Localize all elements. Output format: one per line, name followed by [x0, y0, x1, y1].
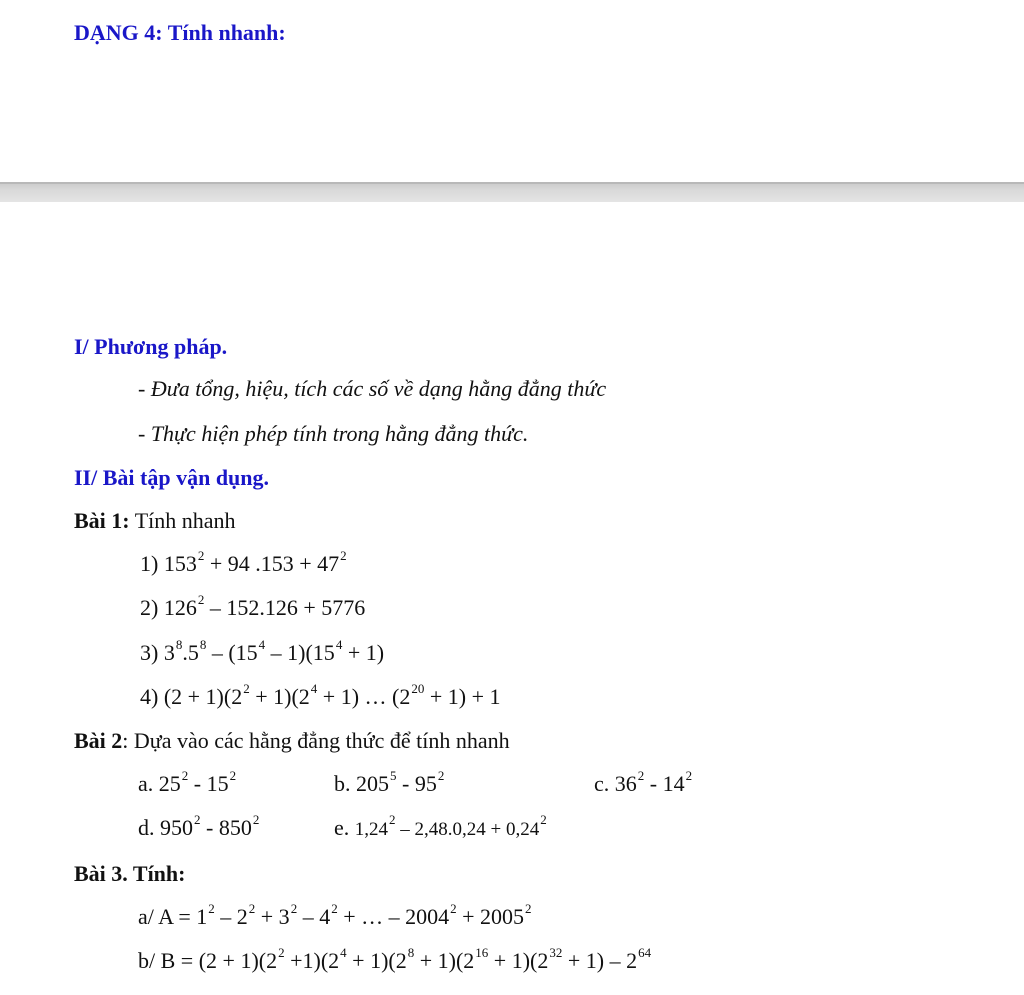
bai2-heading	[74, 728, 510, 754]
bai3-item-a: a/ $A = 1^2 - 2^2 + 3^2 - 4^2$ + … – $2004^2 + 2005^2$	[138, 901, 532, 929]
page-title: DẠNG 4: Tính nhanh:	[74, 20, 286, 45]
bai2-item-e-label: e.	[334, 815, 350, 840]
bai3-item-a-label: a/	[138, 904, 154, 929]
bai3-label: Bài 3	[74, 861, 123, 886]
section-bai-tap-title: II/ Bài tập vận dụng.	[74, 465, 270, 490]
bai2-text: : Dựa vào các hằng đẳng thức để tính nhanh	[122, 728, 510, 753]
bai1-item-3-label: 3)	[140, 640, 159, 665]
bai1-item-4: 4) $(2 + 1)(2^2 + 1)(2^4 + 1)$ … $(2^{20} + 1) + 1$	[140, 681, 501, 709]
bai2-item-b-label: b.	[334, 771, 351, 796]
bai2-item-e: e. $1,24^2 - 2,48.0,24 + 0,24^2$	[334, 812, 547, 840]
bai2-item-d: d. $950^2 - 850^2$	[138, 812, 260, 840]
bai1-heading	[74, 508, 236, 534]
bai1-item-3: 3) $3^8.5^8 - (15^4 - 1)(15^4 + 1)$	[140, 637, 385, 665]
section-phuong-phap-title: I/ Phương pháp.	[74, 334, 228, 359]
method-bullet-2: - Thực hiện phép tính trong hằng đẳng thức.	[138, 421, 529, 446]
bai1-item-2: 2) $126^2 - 152.126 + 5776$	[140, 592, 366, 620]
bai1-item-1-label: 1)	[140, 551, 159, 576]
bai2-label: Bài 2	[74, 728, 123, 753]
bai2-item-b: b. $205^5 - 95^2$	[334, 768, 445, 796]
bai1-label: Bài 1:	[74, 508, 130, 533]
bai1-item-1: 1) $153^2 + 94$ $.153 + 47^2$	[140, 548, 347, 576]
bai2-item-c: c. $36^2 - 14^2$	[594, 768, 693, 796]
method-bullet-1: - Đưa tổng, hiệu, tích các số về dạng hằng đẳng thức	[138, 376, 607, 401]
bai2-item-d-label: d.	[138, 815, 155, 840]
bai2-item-c-label: c.	[594, 771, 610, 796]
bai3-heading	[74, 861, 185, 887]
bai2-item-a: a. $25^2 - 15^2$	[138, 768, 237, 796]
bai3-text: . Tính:	[122, 861, 186, 886]
bai2-item-a-label: a.	[138, 771, 154, 796]
bai1-item-4-label: 4)	[140, 684, 159, 709]
bai3-item-b: b/ $B = (2 + 1)(2^2 +1)(2^4 + 1)(2^8 + 1)(2^{16} + 1)(2^{32} + 1) - 2^{64}$	[138, 945, 652, 973]
bai3-item-b-label: b/	[138, 948, 156, 973]
page-separator	[0, 182, 1024, 202]
bai1-item-2-label: 2)	[140, 595, 159, 620]
bai1-text: Tính nhanh	[129, 508, 236, 533]
